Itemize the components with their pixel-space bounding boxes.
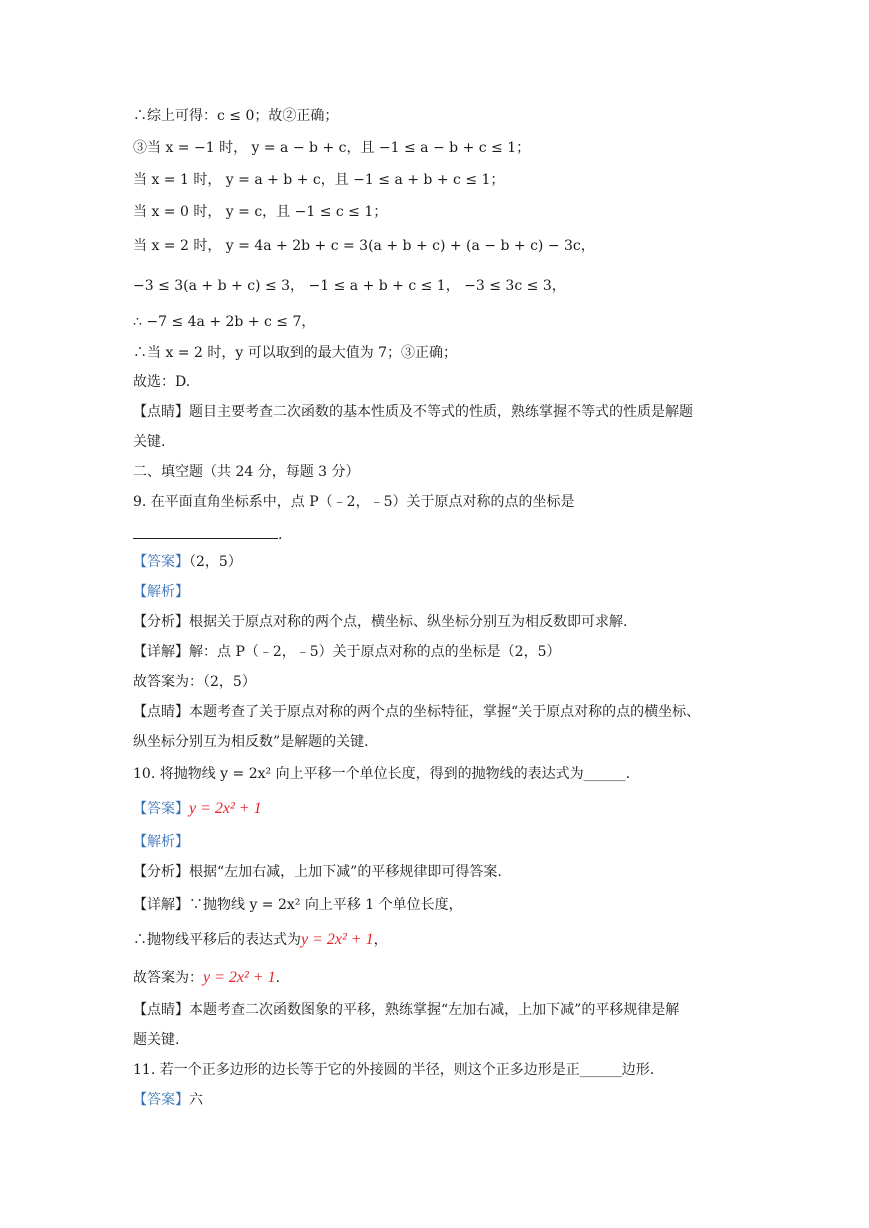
text-line: 关键. [133,434,166,450]
answer-label: 【答案】 [133,801,189,817]
answer-label: 【答案】 [133,554,189,570]
answer-value: （2，5） [189,554,242,570]
analysis-label: 【解析】 [133,834,189,850]
text-line: ∴综上可得：c ≤ 0；故②正确； [133,108,339,124]
text-line: 【点睛】本题考查了关于原点对称的两个点的坐标特征，掌握“关于原点对称的点的横坐标、 [133,704,701,720]
formula: y = 2x² + 1 [301,931,374,948]
text-line: 题关键. [133,1032,180,1048]
text-line: 【详解】∵抛物线 y = 2x² 向上平移 1 个单位长度， [133,897,463,913]
answer-blank [133,522,278,539]
text-line: 【分析】根据关于原点对称的两个点，横坐标、纵坐标分别互为相反数即可求解. [133,614,628,630]
text-line: ∴当 x = 2 时，y 可以取到的最大值为 7；③正确； [133,345,458,361]
text-line: 当 x = 2 时， y = 4a + 2b + c = 3(a + b + c) + (a − b + c) − 3c， [133,238,595,254]
text-line: 【点睛】题目主要考查二次函数的基本性质及不等式的性质，熟练掌握不等式的性质是解题 [133,404,693,420]
text-line: −3 ≤ 3(a + b + c) ≤ 3， −1 ≤ a + b + c ≤ 1， −3 ≤ 3c ≤ 3， [133,278,566,294]
question-9: 9. 在平面直角坐标系中，点 P（﹣2，﹣5）关于原点对称的点的坐标是 [133,494,575,510]
answer-line [133,799,262,819]
text-line: 当 x = 0 时， y = c，且 −1 ≤ c ≤ 1； [133,204,388,220]
text-line: 【点睛】本题考查二次函数图象的平移，熟练掌握“左加右减，上加下减”的平移规律是解 [133,1002,680,1018]
answer-blank-line: . [133,522,282,545]
text-line: 当 x = 1 时， y = a + b + c，且 −1 ≤ a + b + c ≤ 1； [133,172,505,188]
answer-value: 六 [189,1092,203,1108]
analysis-label: 【解析】 [133,584,189,600]
text-line: 故选：D. [133,374,191,390]
answer-line [133,1090,203,1110]
text-line: 故答案为：（2，5） [133,674,256,690]
text-line: 【分析】根据“左加右减，上加下减”的平移规律即可得答案. [133,864,502,880]
answer-formula: y = 2x² + 1 [189,800,262,817]
section-heading: 二、填空题（共 24 分，每题 3 分） [133,464,360,480]
text-line: ③当 x = −1 时， y = a − b + c，且 −1 ≤ a − b + c ≤ 1； [133,140,531,156]
question-11: 11. 若一个正多边形的边长等于它的外接圆的半径，则这个正多边形是正______边形. [133,1062,655,1078]
answer-line [133,552,242,572]
text-line: ∴ −7 ≤ 4a + 2b + c ≤ 7， [133,314,316,330]
formula: y = 2x² + 1 [203,969,276,986]
text-line: 纵坐标分别互为相反数”是解题的关键. [133,734,369,750]
answer-label: 【答案】 [133,1092,189,1108]
text-line: ∴抛物线平移后的表达式为y = 2x² + 1， [133,931,388,948]
question-10: 10. 将抛物线 y = 2x² 向上平移一个单位长度，得到的抛物线的表达式为______. [133,766,631,782]
text-line: 故答案为：y = 2x² + 1. [133,969,281,986]
text-line: 【详解】解：点 P（﹣2，﹣5）关于原点对称的点的坐标是（2，5） [133,644,561,660]
